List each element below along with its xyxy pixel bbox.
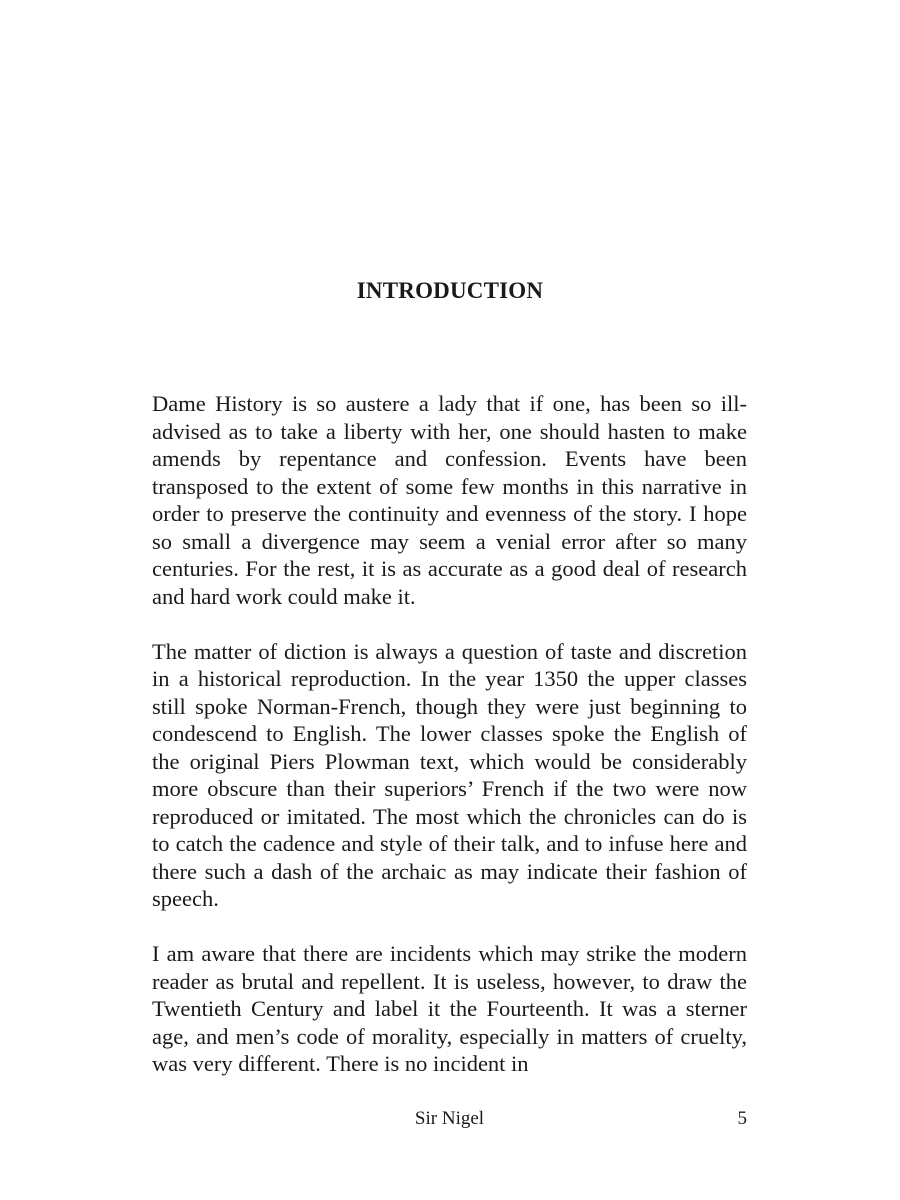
paragraph-1: Dame History is so austere a lady that if one, has been so ill-advised as to take a liberty with her, one should hasten to make amends by repentance and confession. Events have been transposed to the extent of some few months in this narrative in order to preserve the continuity and evenness of the story. I hope so small a divergence may seem a venial error after so many centuries. For the rest, it is as accurate as a good deal of research and hard work could make it. <box>152 391 747 609</box>
page-footer <box>152 1108 747 1134</box>
page-number: 5 <box>737 1108 747 1129</box>
chapter-heading: INTRODUCTION <box>356 278 544 303</box>
paragraph-3: I am aware that there are incidents which may strike the modern reader as brutal and repellent. It is useless, however, to draw the Twentieth Century and label it the Fourteenth. It was a sterner age, and men’s code of morality, especially in matters of cruelty, was very different. There is no incident in <box>152 941 747 1076</box>
body-text <box>152 390 747 1105</box>
footer-book-title: Sir Nigel <box>414 1108 485 1129</box>
paragraph-2: The matter of diction is always a question of taste and discretion in a historical reproduction. In the year 1350 the upper classes still spoke Norman-French, though they were just beginning to condescend to English. The lower classes spoke the English of the original Piers Plowman text, which would be considerably more obscure than their superiors’ French if the two were now reproduced or imitated. The most which the chronicles can do is to catch the cadence and style of their talk, and to infuse here and there such a dash of the archaic as may indicate their fashion of speech. <box>152 638 747 911</box>
